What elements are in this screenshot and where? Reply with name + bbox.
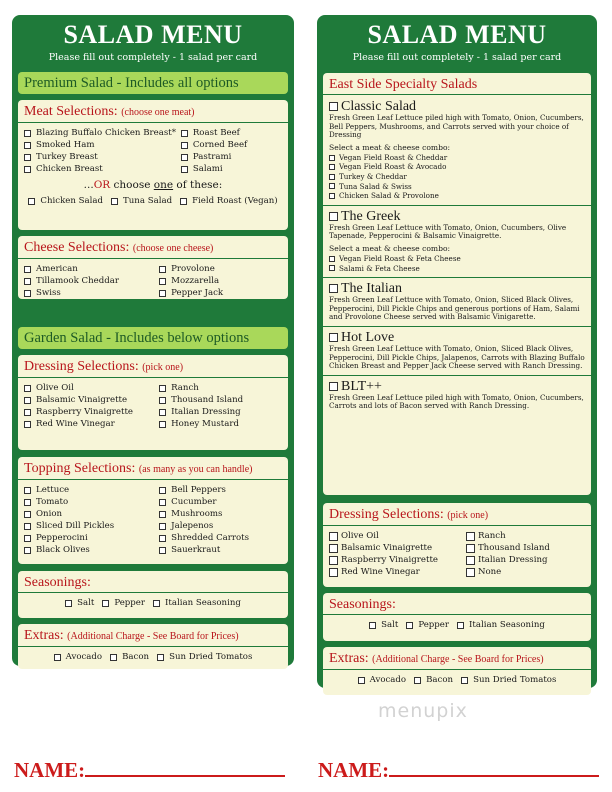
- topping-option[interactable]: [159, 496, 282, 508]
- left-dressing-box: [18, 355, 288, 450]
- checkbox[interactable]: [24, 499, 31, 506]
- specialty-salad: [329, 375, 585, 411]
- checkbox[interactable]: [159, 421, 166, 428]
- checkbox[interactable]: [329, 265, 335, 271]
- option-label: Italian Seasoning: [165, 598, 241, 608]
- checkbox[interactable]: [329, 556, 338, 565]
- option-label: Chicken Salad & Provolone: [339, 191, 439, 201]
- option-label: Sauerkraut: [171, 545, 221, 555]
- topping-option[interactable]: [159, 484, 282, 496]
- option-label: Sliced Dill Pickles: [36, 521, 115, 531]
- checkbox[interactable]: [329, 102, 338, 111]
- checkbox[interactable]: [159, 535, 166, 542]
- menupix-watermark: menupix: [378, 700, 468, 722]
- option-label: Corned Beef: [192, 140, 248, 150]
- specialty-salad: [329, 326, 585, 371]
- salad-name: BLT++: [341, 378, 382, 394]
- topping-option[interactable]: [159, 532, 282, 544]
- checkbox[interactable]: [329, 212, 338, 221]
- checkbox[interactable]: [329, 256, 335, 262]
- option-label: Roast Beef: [192, 128, 240, 138]
- combo-option[interactable]: [329, 172, 585, 182]
- right-card-title: SALAD MENU: [367, 20, 547, 49]
- cheese-selections-box: [18, 236, 288, 299]
- cheese-options: [24, 263, 282, 299]
- checkbox[interactable]: [466, 556, 475, 565]
- checkbox[interactable]: [159, 499, 166, 506]
- checkbox[interactable]: [111, 198, 118, 205]
- topping-option[interactable]: [159, 544, 282, 556]
- option-label: Italian Dressing: [477, 555, 548, 565]
- checkbox[interactable]: [159, 290, 166, 297]
- dressing-option[interactable]: [329, 554, 466, 566]
- checkbox[interactable]: [181, 130, 188, 137]
- salad-list: [329, 99, 585, 411]
- checkbox[interactable]: [24, 290, 31, 297]
- dressing-option[interactable]: [329, 542, 466, 554]
- right-seasonings-heading: Seasonings:: [329, 597, 396, 612]
- meat-option[interactable]: [24, 139, 181, 151]
- checkbox[interactable]: [329, 174, 335, 180]
- seasoning-option[interactable]: [406, 619, 449, 631]
- option-label: Tillamook Cheddar: [36, 276, 119, 286]
- salad-name: Hot Love: [341, 329, 395, 345]
- checkbox[interactable]: [329, 532, 338, 541]
- checkbox[interactable]: [358, 677, 365, 684]
- left-card-subtitle: Please fill out completely - 1 salad per card: [48, 52, 258, 63]
- checkbox[interactable]: [180, 198, 187, 205]
- salad-name-option[interactable]: [329, 209, 585, 224]
- topping-option[interactable]: [159, 520, 282, 532]
- checkbox[interactable]: [329, 155, 335, 161]
- left-card: [12, 15, 294, 666]
- left-dressing-heading: Dressing Selections: (pick one): [24, 359, 184, 374]
- checkbox[interactable]: [466, 568, 475, 577]
- salad-description: Fresh Green Leaf Lettuce with Tomato, Onion, Sliced Black Olives, Pepperocini, Dill Pickle Chips, Jalapenos, Carrots with Blazing Buffalo Chicken Breast and Pepper Jack Cheese served with Ranch Dressing.: [329, 343, 585, 371]
- right-extras-heading: Extras: (Additional Charge - See Board for Prices): [329, 651, 544, 666]
- salad-name-option[interactable]: [329, 99, 585, 114]
- left-seasonings-box: [18, 571, 288, 618]
- option-label: Sun Dried Tomatos: [169, 652, 253, 662]
- checkbox[interactable]: [54, 654, 61, 661]
- option-label: Red Wine Vinegar: [36, 419, 115, 429]
- left-name-field[interactable]: [14, 758, 285, 783]
- option-label: Avocado: [369, 675, 407, 685]
- specialty-salad: [329, 99, 585, 201]
- salad-description: Fresh Green Leaf Lettuce piled high with Tomato, Onion, Cucumbers, Bell Peppers, Mushrooms, and Carrots served with your choice of Dressing: [329, 113, 584, 140]
- dressing-option[interactable]: [329, 530, 466, 542]
- right-card: [317, 15, 597, 688]
- option-label: Pepper: [418, 620, 450, 630]
- left-extras-heading: Extras: (Additional Charge - See Board for Prices): [24, 628, 239, 643]
- checkbox[interactable]: [159, 511, 166, 518]
- option-label: Tuna Salad: [123, 196, 173, 206]
- checkbox[interactable]: [159, 523, 166, 530]
- option-label: Turkey Breast: [36, 152, 98, 162]
- option-label: Salami & Feta Cheese: [339, 263, 420, 273]
- dressing-option[interactable]: [24, 382, 159, 394]
- checkbox[interactable]: [181, 142, 188, 149]
- option-label: Cucumber: [171, 497, 217, 507]
- dressing-option[interactable]: [159, 382, 282, 394]
- checkbox[interactable]: [24, 409, 31, 416]
- cheese-option[interactable]: [24, 275, 159, 287]
- checkbox[interactable]: [24, 547, 31, 554]
- extra-option[interactable]: [110, 651, 149, 663]
- combo-option[interactable]: [329, 153, 585, 163]
- cheese-selections-heading: Cheese Selections: (choose one cheese): [24, 240, 214, 255]
- option-label: Balsamic Vinaigrette: [36, 395, 128, 405]
- dressing-option[interactable]: [466, 566, 585, 578]
- checkbox[interactable]: [28, 198, 35, 205]
- option-label: Thousand Island: [477, 543, 550, 553]
- option-label: Pastrami: [192, 152, 232, 162]
- combo-option[interactable]: [329, 264, 585, 274]
- option-label: Red Wine Vinegar: [341, 567, 420, 577]
- salad-description: Fresh Green Leaf Lettuce with Tomato, Onion, Cucumbers, Olive Tapenade, Pepperocini & Balsamic Vinaigrette.: [329, 222, 567, 241]
- meat-alt-option[interactable]: [180, 195, 278, 207]
- checkbox[interactable]: [457, 622, 464, 629]
- checkbox[interactable]: [329, 183, 335, 189]
- meat-alt-option[interactable]: [28, 195, 103, 207]
- checkbox[interactable]: [24, 487, 31, 494]
- specialty-salad: [329, 277, 585, 322]
- salad-name: Classic Salad: [341, 99, 417, 114]
- option-label: Shredded Carrots: [171, 533, 250, 543]
- cheese-option[interactable]: [159, 287, 282, 299]
- checkbox[interactable]: [329, 193, 335, 199]
- option-label: Vegan Field Roast & Cheddar: [339, 152, 448, 162]
- seasoning-option[interactable]: [102, 597, 145, 609]
- option-label: Salami: [192, 164, 223, 174]
- option-label: Italian Dressing: [171, 407, 241, 417]
- option-label: Chicken Salad: [40, 196, 104, 206]
- checkbox[interactable]: [159, 266, 166, 273]
- option-label: Swiss: [36, 288, 61, 298]
- checkbox[interactable]: [329, 382, 338, 391]
- option-label: Honey Mustard: [171, 419, 239, 429]
- salad-name: The Italian: [341, 281, 403, 297]
- cheese-option[interactable]: [159, 263, 282, 275]
- option-label: Vegan Field Roast & Feta Cheese: [339, 253, 461, 263]
- left-name-label: NAME:: [14, 758, 86, 782]
- topping-option[interactable]: [24, 496, 159, 508]
- option-label: Lettuce: [36, 485, 70, 495]
- option-label: Tuna Salad & Swiss: [339, 181, 412, 191]
- meat-selections-box: [18, 100, 288, 230]
- option-label: Salt: [77, 598, 95, 608]
- option-label: Salt: [381, 620, 399, 630]
- checkbox[interactable]: [329, 568, 338, 577]
- option-label: Mushrooms: [171, 509, 223, 519]
- extra-option[interactable]: [54, 651, 103, 663]
- specialty-salad: [329, 205, 585, 273]
- checkbox[interactable]: [157, 654, 164, 661]
- option-label: Pepper Jack: [171, 288, 224, 298]
- checkbox[interactable]: [329, 544, 338, 553]
- checkbox[interactable]: [414, 677, 421, 684]
- topping-option[interactable]: [24, 484, 159, 496]
- option-label: Field Roast (Vegan): [192, 196, 278, 206]
- option-label: None: [477, 567, 502, 577]
- dressing-option[interactable]: [24, 418, 159, 430]
- checkbox[interactable]: [24, 154, 31, 161]
- option-label: Italian Seasoning: [469, 620, 545, 630]
- checkbox[interactable]: [24, 130, 31, 137]
- specialty-salads-heading: East Side Specialty Salads: [329, 77, 478, 92]
- topping-option[interactable]: [24, 520, 159, 532]
- right-extras-box: [323, 647, 591, 695]
- topping-option[interactable]: [24, 508, 159, 520]
- checkbox[interactable]: [159, 397, 166, 404]
- left-dressing-options: [24, 382, 282, 430]
- right-seasonings-box: [323, 593, 591, 641]
- checkbox[interactable]: [159, 278, 166, 285]
- meat-option[interactable]: [181, 163, 282, 175]
- meat-option[interactable]: [24, 163, 181, 175]
- combo-option[interactable]: [329, 254, 585, 264]
- cheese-option[interactable]: [159, 275, 282, 287]
- option-label: Bell Peppers: [171, 485, 226, 495]
- option-label: Chicken Breast: [36, 164, 103, 174]
- dressing-option[interactable]: [466, 530, 585, 542]
- checkbox[interactable]: [181, 166, 188, 173]
- meat-selections-heading: Meat Selections: (choose one meat): [24, 104, 195, 119]
- right-dressing-options: [329, 530, 585, 578]
- salad-description: Fresh Green Leaf Lettuce piled high with Tomato, Onion, Cucumbers, Carrots and lots of Bacon served with Ranch Dressing.: [329, 392, 584, 411]
- option-label: Provolone: [171, 264, 215, 274]
- checkbox[interactable]: [153, 600, 160, 607]
- topping-option[interactable]: [24, 544, 159, 556]
- left-seasonings-heading: Seasonings:: [24, 575, 91, 590]
- combo-option[interactable]: [329, 162, 585, 172]
- dressing-option[interactable]: [159, 418, 282, 430]
- checkbox[interactable]: [329, 164, 335, 170]
- meat-option[interactable]: [181, 127, 282, 139]
- extra-option[interactable]: [157, 651, 252, 663]
- option-label: Mozzarella: [171, 276, 220, 286]
- seasoning-option[interactable]: [153, 597, 241, 609]
- extra-option[interactable]: [461, 674, 556, 686]
- option-label: Sun Dried Tomatos: [473, 675, 557, 685]
- option-label: Bacon: [122, 652, 150, 662]
- option-label: Pepper: [114, 598, 146, 608]
- option-label: Onion: [36, 509, 63, 519]
- seasoning-option[interactable]: [369, 619, 398, 631]
- dressing-option[interactable]: [24, 394, 159, 406]
- option-label: American: [36, 264, 78, 274]
- right-name-label: NAME:: [318, 758, 390, 782]
- checkbox[interactable]: [24, 142, 31, 149]
- option-label: Ranch: [171, 383, 199, 393]
- dressing-option[interactable]: [329, 566, 466, 578]
- premium-salad-band: Premium Salad - Includes all options: [18, 72, 288, 94]
- dressing-option[interactable]: [159, 406, 282, 418]
- option-label: Black Olives: [36, 545, 90, 555]
- meat-option[interactable]: [181, 151, 282, 163]
- checkbox[interactable]: [181, 154, 188, 161]
- checkbox[interactable]: [24, 166, 31, 173]
- combo-option[interactable]: [329, 191, 585, 201]
- checkbox[interactable]: [24, 266, 31, 273]
- topping-selections-heading: Topping Selections: (as many as you can handle): [24, 461, 253, 476]
- option-label: Raspberry Vinaigrette: [341, 555, 438, 565]
- combo-heading: Select a meat & cheese combo:: [329, 142, 451, 152]
- option-label: Raspberry Vinaigrette: [36, 407, 133, 417]
- checkbox[interactable]: [461, 677, 468, 684]
- topping-option[interactable]: [24, 532, 159, 544]
- specialty-salads-box: [323, 73, 591, 495]
- option-label: Thousand Island: [171, 395, 244, 405]
- salad-name-option[interactable]: [329, 281, 585, 296]
- checkbox[interactable]: [159, 385, 166, 392]
- dressing-option[interactable]: [466, 554, 585, 566]
- checkbox[interactable]: [65, 600, 72, 607]
- option-label: Balsamic Vinaigrette: [341, 543, 433, 553]
- checkbox[interactable]: [24, 511, 31, 518]
- checkbox[interactable]: [24, 397, 31, 404]
- combo-heading: Select a meat & cheese combo:: [329, 243, 451, 253]
- salad-name-option[interactable]: [329, 379, 585, 394]
- meat-option[interactable]: [181, 139, 282, 151]
- right-card-subtitle: Please fill out completely - 1 salad per card: [352, 52, 562, 63]
- dressing-option[interactable]: [466, 542, 585, 554]
- extra-option[interactable]: [358, 674, 407, 686]
- meat-option[interactable]: [24, 151, 181, 163]
- checkbox[interactable]: [24, 421, 31, 428]
- checkbox[interactable]: [369, 622, 376, 629]
- garden-salad-band: Garden Salad - Includes below options: [18, 327, 288, 349]
- salad-description: Fresh Green Leaf Lettuce with Tomato, Onion, Sliced Black Olives, Pepperocini, Dill Pickle Chips and generous portions of Ham, Salami and Provolone Cheese served with Balsamic Vinigarette.: [329, 295, 580, 322]
- option-label: Blazing Buffalo Chicken Breast*: [36, 128, 176, 138]
- option-label: Turkey & Cheddar: [339, 171, 407, 181]
- extra-option[interactable]: [414, 674, 453, 686]
- dressing-option[interactable]: [159, 394, 282, 406]
- checkbox[interactable]: [24, 385, 31, 392]
- meat-alt-option[interactable]: [111, 195, 172, 207]
- checkbox[interactable]: [159, 487, 166, 494]
- checkbox[interactable]: [24, 278, 31, 285]
- option-label: Tomato: [36, 497, 69, 507]
- option-label: Smoked Ham: [36, 140, 95, 150]
- option-label: Pepperocini: [36, 533, 88, 543]
- checkbox[interactable]: [466, 544, 475, 553]
- checkbox[interactable]: [466, 532, 475, 541]
- meat-option[interactable]: [24, 127, 181, 139]
- combo-option[interactable]: [329, 182, 585, 192]
- right-dressing-heading: Dressing Selections: (pick one): [329, 507, 489, 522]
- option-label: Olive Oil: [36, 383, 74, 393]
- option-label: Olive Oil: [341, 531, 379, 541]
- right-name-field[interactable]: [318, 758, 599, 783]
- seasoning-option[interactable]: [65, 597, 94, 609]
- option-label: Avocado: [65, 652, 103, 662]
- option-label: Bacon: [426, 675, 454, 685]
- cheese-option[interactable]: [24, 287, 159, 299]
- checkbox[interactable]: [24, 523, 31, 530]
- checkbox[interactable]: [110, 654, 117, 661]
- option-label: Vegan Field Roast & Avocado: [339, 162, 447, 172]
- checkbox[interactable]: [159, 409, 166, 416]
- checkbox[interactable]: [329, 333, 338, 342]
- left-card-title: SALAD MENU: [63, 20, 243, 49]
- cheese-option[interactable]: [24, 263, 159, 275]
- topping-option[interactable]: [159, 508, 282, 520]
- right-dressing-box: [323, 503, 591, 587]
- option-label: Jalepenos: [171, 521, 214, 531]
- salad-name-option[interactable]: [329, 330, 585, 345]
- checkbox[interactable]: [159, 547, 166, 554]
- left-extras-box: [18, 624, 288, 669]
- seasoning-option[interactable]: [457, 619, 545, 631]
- or-choose-line: ...OR choose one of these:: [83, 179, 223, 191]
- dressing-option[interactable]: [24, 406, 159, 418]
- option-label: Ranch: [477, 531, 506, 541]
- salad-name: The Greek: [341, 208, 401, 224]
- meat-options: [24, 127, 282, 175]
- topping-options: [24, 484, 282, 556]
- topping-selections-box: [18, 457, 288, 564]
- checkbox[interactable]: [102, 600, 109, 607]
- checkbox[interactable]: [24, 535, 31, 542]
- checkbox[interactable]: [406, 622, 413, 629]
- checkbox[interactable]: [329, 284, 338, 293]
